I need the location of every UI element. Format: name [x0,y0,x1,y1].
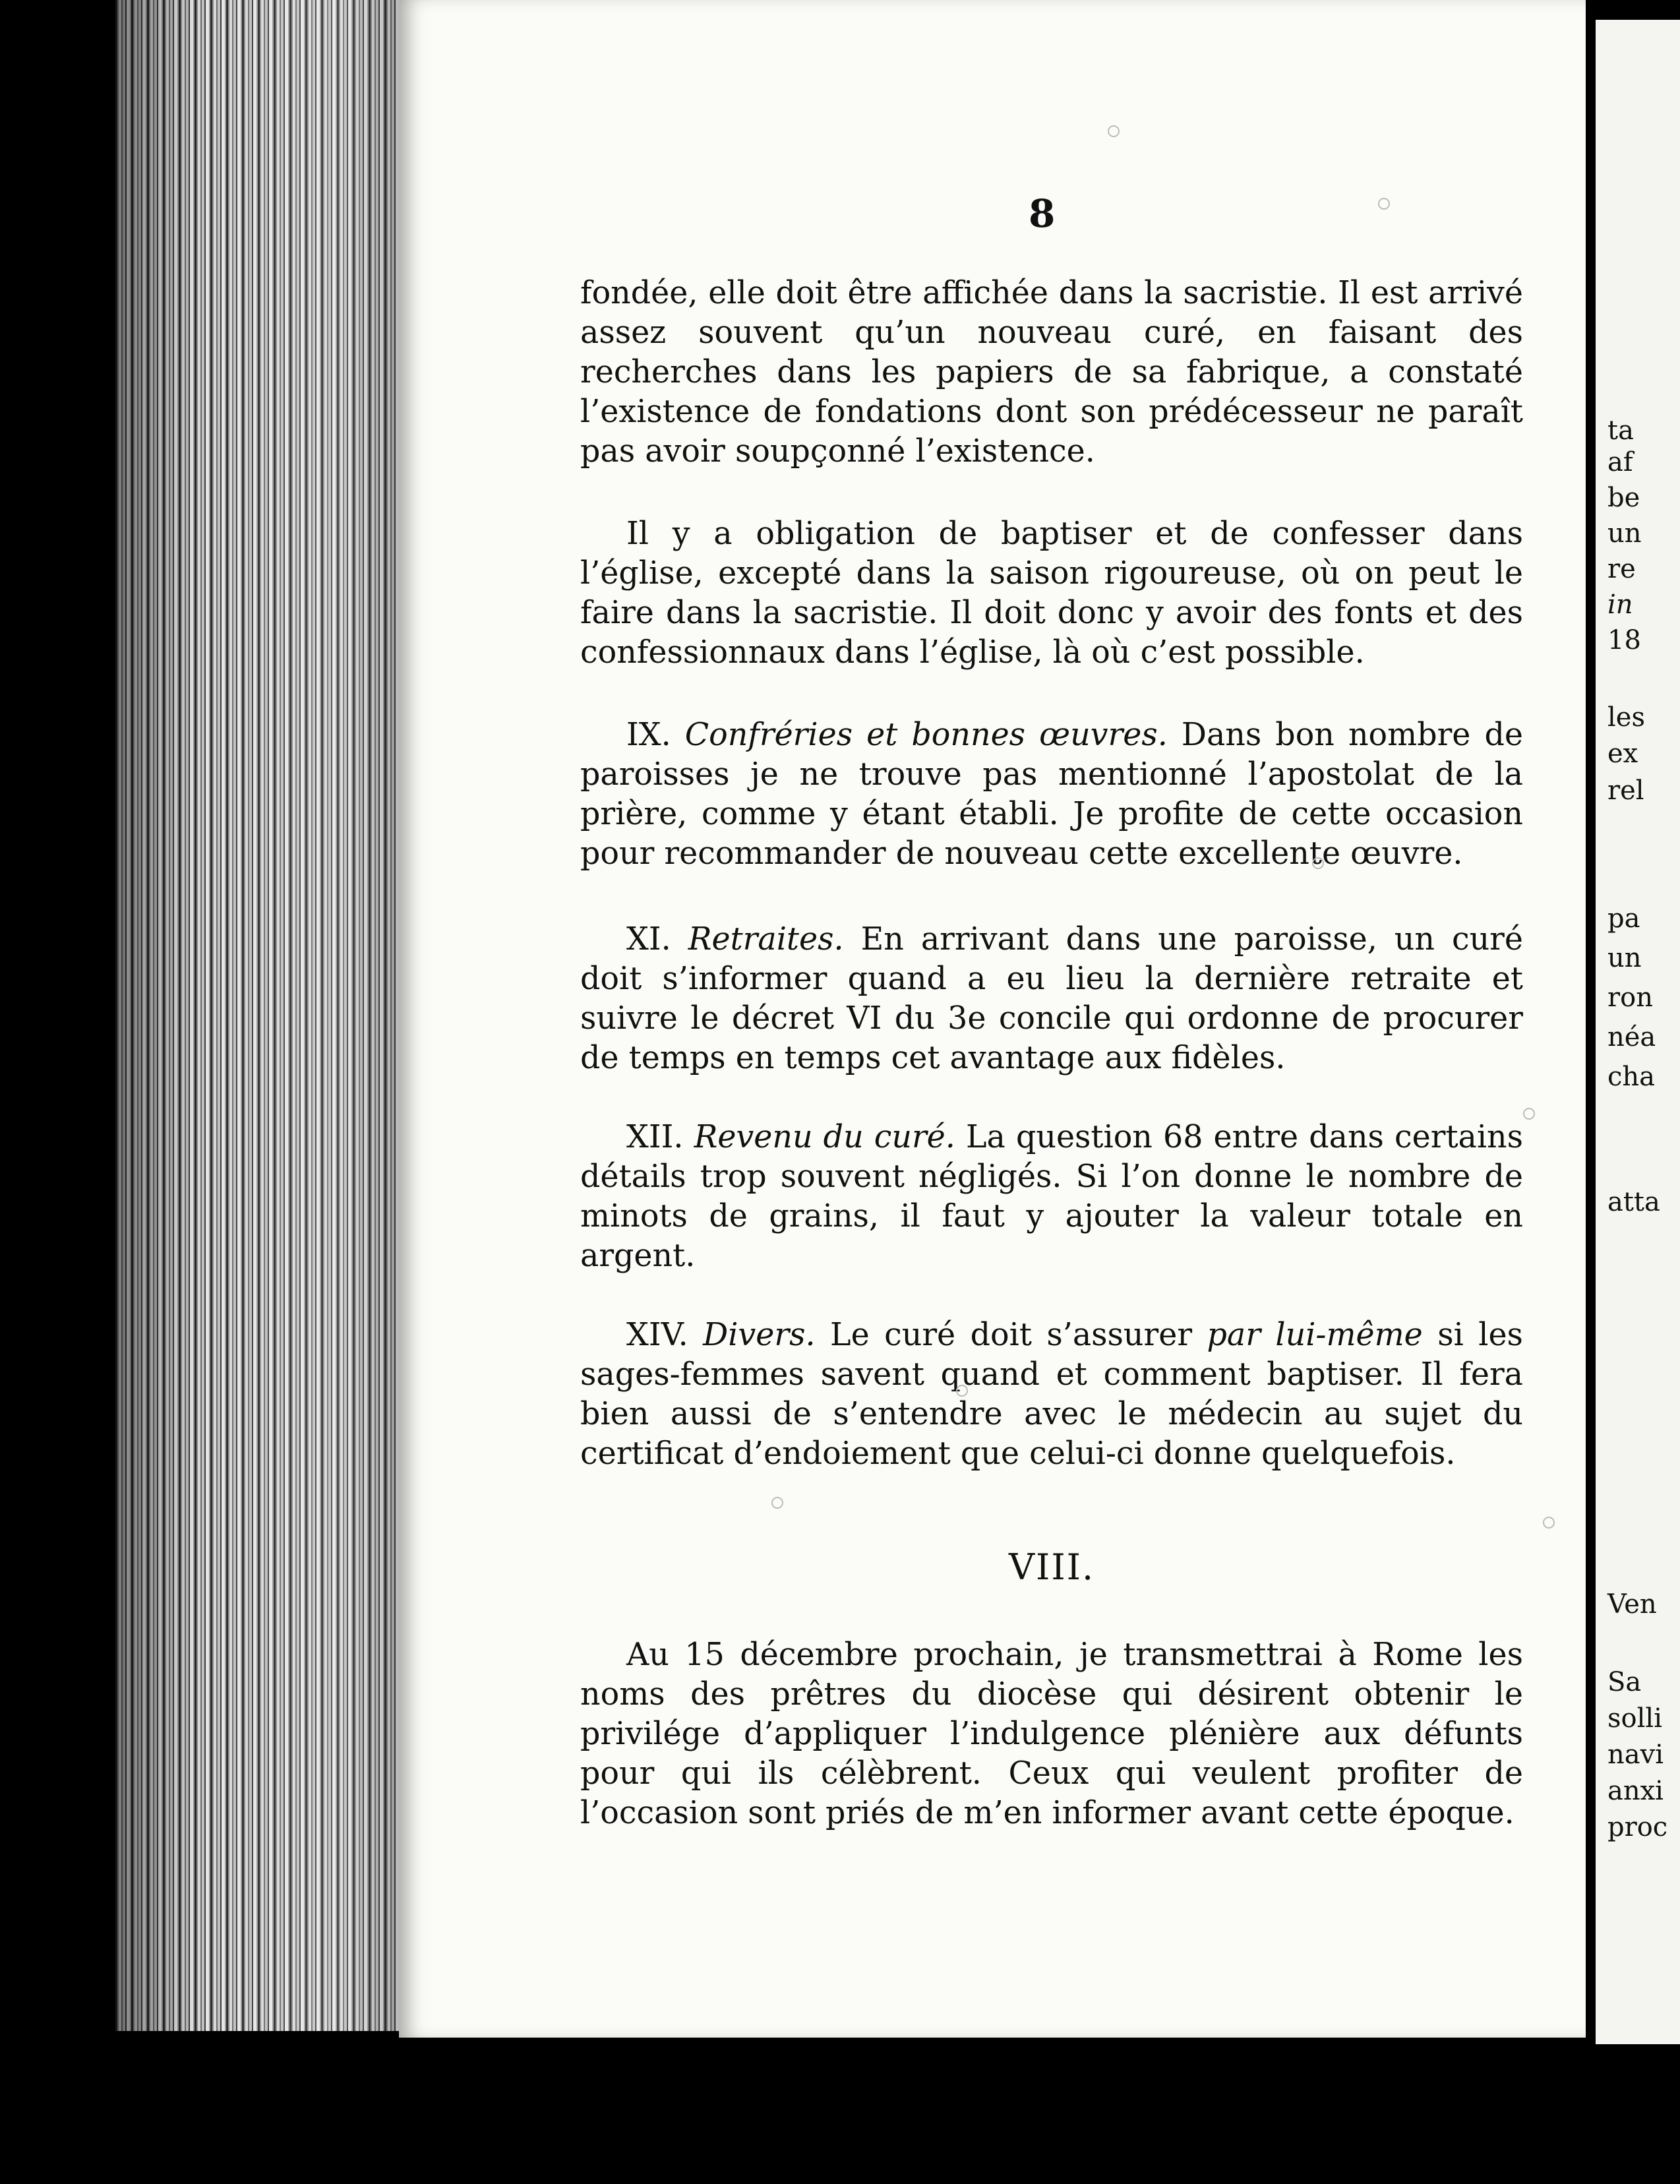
section-title: Confréries et bonnes œuvres. [684,717,1168,753]
facing-text: navi [1607,1740,1664,1770]
emphasis-text: par lui-même [1207,1317,1423,1353]
section-title: Divers. [703,1317,816,1353]
paragraph [580,514,1523,673]
paragraph-section-xiv [580,1316,1523,1474]
paragraph-text: Dans bon nombre de paroisses je ne trouve pas mentionné l’apostolat de la prière, comme y étant établi. Je profite de cette occasion pour recommander de nouveau cette excellente œuvre. [580,717,1523,872]
paragraph-text: La question 68 entre dans certains détails trop souvent négligés. Si l’on donne le nombre de minots de grains, il faut y ajouter la valeur totale en argent. [580,1119,1524,1274]
section-number: XI. [626,921,671,957]
facing-text: proc [1607,1812,1668,1842]
facing-text: af [1607,447,1633,477]
facing-text: atta [1607,1187,1660,1217]
paragraph [580,715,1523,874]
paragraph [580,1635,1523,1833]
section-title: Revenu du curé. [694,1119,955,1155]
facing-text: Sa [1607,1667,1642,1697]
paragraph [580,1118,1523,1276]
facing-text: les [1607,702,1645,733]
facing-text: re [1607,554,1636,584]
speckle-mark [1543,1517,1555,1529]
section-number: XIV. [626,1317,688,1353]
paragraph [580,274,1523,471]
facing-text: Ven [1607,1589,1657,1620]
paragraph [580,1316,1523,1474]
speckle-mark [771,1497,783,1509]
facing-text: ta [1607,415,1634,446]
facing-text: un [1607,943,1642,973]
paragraph-text: Il y a obligation de baptiser et de confesser dans l’église, excepté dans la saison rigoureuse, où on peut le faire dans la sacristie. Il doit donc y avoir des fonts et des confessionnaux dans l’église, là où c’est possible. [580,516,1523,671]
paragraph-section-xi [580,920,1523,1078]
facing-text: rel [1607,775,1644,806]
paragraph-text: si les sages-femmes savent quand et comment baptiser. Il fera bien aussi de s’entendre avec le médecin au sujet du certificat d’endoiement que celui-ci donne quelquefois. [580,1317,1523,1472]
section-title: Retraites. [688,921,844,957]
paragraph-section-xii [580,1118,1523,1276]
facing-text: in [1607,590,1633,620]
paragraph-text: Le curé doit s’assurer [830,1317,1193,1353]
section-heading: VIII. [1009,1546,1095,1588]
facing-text: solli [1607,1703,1662,1734]
facing-text: cha [1607,1062,1656,1092]
paragraph-text: fondée, elle doit être affichée dans la sacristie. Il est arrivé assez souvent qu’un nouveau curé, en faisant des recherches dans les papiers de sa fabrique, a constaté l’existence de fondations dont son prédécesseur ne paraît pas avoir soupçonné l’existence. [580,275,1523,470]
paragraph-text: En arrivant dans une paroisse, un curé doit s’informer quand a eu lieu la dernière retraite et suivre le décret VI du 3e concile qui ordonne de procurer de temps en temps cet avantage aux fidèles. [580,921,1523,1076]
section-number: XII. [626,1119,684,1155]
speckle-mark [1523,1108,1535,1120]
speckle-mark [1108,125,1120,137]
facing-text: 18 [1607,625,1641,655]
section-number: IX. [626,717,671,753]
speckle-mark [1378,198,1390,210]
paragraph-section-ix [580,715,1523,874]
facing-text: ron [1607,983,1653,1013]
facing-text: anxi [1607,1776,1664,1806]
book-page-edges [115,0,399,2031]
page-number: 8 [1029,191,1056,236]
speckle-mark [1312,857,1324,869]
facing-page-fragment [1596,20,1680,2044]
speckle-mark [956,1385,968,1397]
paragraph [580,920,1523,1078]
facing-text: néa [1607,1022,1656,1052]
facing-text: un [1607,518,1642,549]
facing-text: pa [1607,903,1640,934]
paragraph-text: Au 15 décembre prochain, je transmettrai à Rome les noms des prêtres du diocèse qui désirent obtenir le privilége d’appliquer l’indulgence plénière aux défunts pour qui ils célèbrent. Ceux qui veulent profiter de l’occasion sont priés de m’en informer avant cette époque. [580,1637,1523,1831]
facing-text: ex [1607,739,1638,769]
facing-text: be [1607,483,1640,513]
